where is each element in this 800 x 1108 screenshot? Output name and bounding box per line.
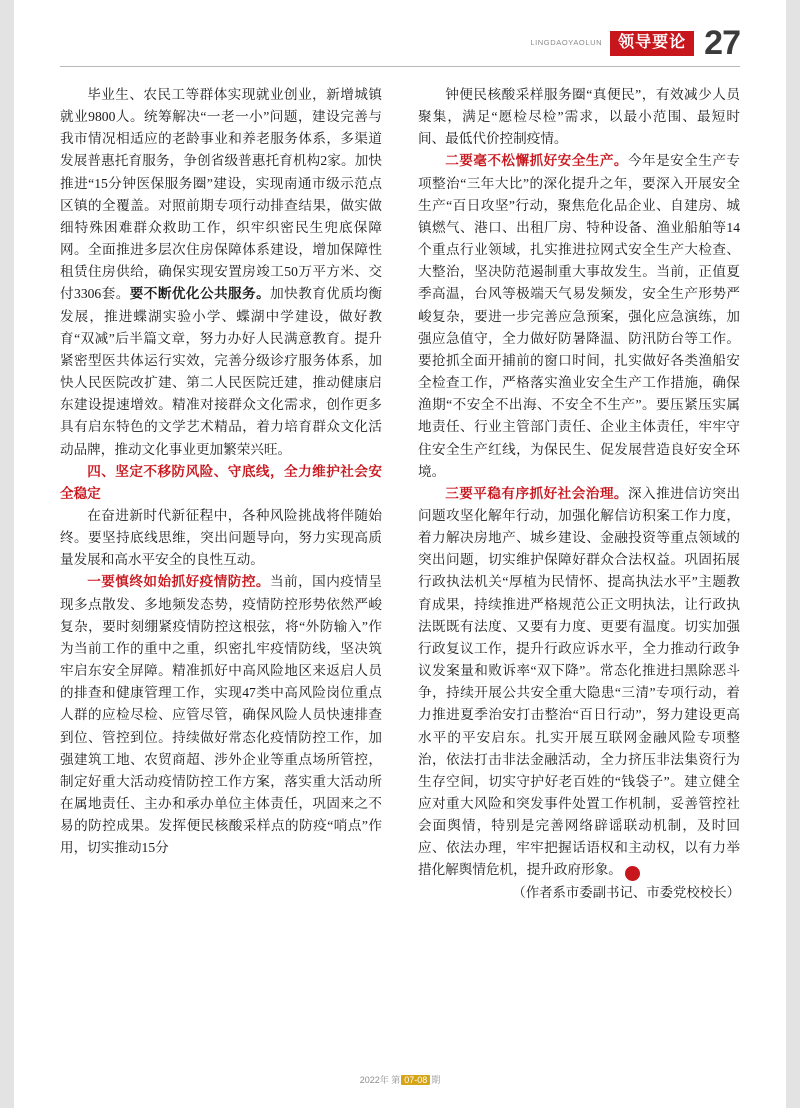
header-latin-mark: LINGDAOYAOLUN [530,37,603,47]
subsection-one [60,571,382,859]
subsection-three-body: 深入推进信访突出问题攻坚化解年行动，加强化解信访积案工作力度，着力解决房地产、城乡建设、金融投资等重点领域的突出问题，切实维护保障好群众合法权益。巩固拓展行政执法机关“厚植为民情怀、提高执法水平”主题教育成果，持续推进严格规范公正文明执法，让行政执法既既有法度、又要有力度、更要有温度。切实加强行政复议工作，提升行政应诉水平，全力推动行政争议发案量和败诉率“双下降”。常态化推进扫黑除恶斗争，持续开展公共安全重大隐患“三清”专项行动，着力推进夏季治安打击整治“百日行动”，努力建设更高水平的平安启东。扎实开展互联网金融风险专项整治，依法打击非法金融活动，全力挤压非法集资行为生存空间，切实守护好老百姓的“钱袋子”。建立健全应对重大风险和突发事件处置工作机制，妥善管控社会面舆情，特别是完善网络辟谣联动机制，及时回应、依法办理，牢牢把握话语权和主动权，以有力举措化解舆情危机，提升政府形象。 [418,485,741,878]
left-column [60,84,382,1044]
paragraph-text: 毕业生、农民工等群体实现就业创业，新增城镇就业9800人。统筹解决“一老一小”问题，建设完善与我市情况相适应的老龄事业和养老服务体系，多渠道发展普惠托育服务，争创省级普惠托育机构2家。加快推进“15分钟医保服务圈”建设，实现南通市级示范点区镇的全覆盖。对照前期专项行动排查结果，做实做细特殊困难群众救助工作，织牢织密民生兜底保障网。全面推进多层次住房保障体系建设，增加保障性租赁住房供给，确保实现安置房竣工50万平方米、交付3306套。 [60,87,382,302]
page-number: 27 [704,24,740,62]
paragraph-text-continued: 加快教育优质均衡发展，推进蝶湖实验小学、蝶湖中学建设，做好教育“双减”后半篇文章，努力办好人民满意教育。提升紧密型医共体运行实效，完善分级诊疗服务体系，加快人民医院改扩建、第二人民医院迁建，推动健康启东建设提速增效。精准对接群众文化需求，创作更多具有启东特色的文学艺术精品，着力培育群众文化活动品牌，推动文化事业更加繁荣兴旺。 [60,286,383,457]
subsection-three [418,483,740,882]
subsection-one-lead: 一要慎终如始抓好疫情防控。 [87,574,270,590]
right-column [418,84,740,1044]
page-footer [0,1073,800,1086]
section-intro-paragraph: 在奋进新时代新征程中，各种风险挑战将伴随始终。要坚持底线思维，突出问题导向，努力实现高质量发展和高水平安全的良性互动。 [60,507,382,568]
page-edge-left [0,0,14,1108]
subsection-two [418,150,740,482]
paragraph-continued [60,84,382,461]
header-brand-badge: 领导要论 [610,31,694,56]
subsection-two-lead: 二要毫不松懈抓好安全生产。 [445,153,628,169]
end-of-article-mark: E [625,866,640,881]
page-edge-right [786,0,800,1108]
footer-issue-number: 07-08 [401,1075,430,1085]
subsection-three-lead: 三要平稳有序抓好社会治理。 [445,485,628,501]
subsection-two-body: 今年是安全生产专项整治“三年大比”的深化提升之年，要深入开展安全生产“百日攻坚”行动，聚焦危化品企业、自建房、城镇燃气、港口、出租厂房、特种设备、渔业船舶等14个重点行业领域，扎实推进拉网式安全生产大检查、大整治，坚决防范遏制重大事故发生。当前，正值夏季高温，台风等极端天气易发频发，安全生产形势严峻复杂，要进一步完善应急预案，强化应急演练，加强应急值守，全力做好防暑降温、防汛防台等工作。要抢抓全面开捕前的窗口时间，扎实做好各类渔船安全检查工作，严格落实渔业安全生产工作措施，确保渔期“不安全不出海、不安全不生产”。要压紧压实属地责任、行业主管部门责任、企业主体责任，牢牢守住安全生产红线，为保民生、促发展营造良好安全环境。 [418,153,741,479]
header-divider [60,66,740,67]
article-body [60,84,740,1044]
author-signature: （作者系市委副书记、市委党校校长） [512,884,740,900]
footer-suffix: 期 [431,1075,441,1085]
paragraph-emphasis: 要不断优化公共服务。 [129,286,271,302]
subsection-one-body: 当前，国内疫情呈现多点散发、多地频发态势，疫情防控形势依然严峻复杂，要时刻绷紧疫情防控这根弦，将“外防输入”作为当前工作的重中之重，织密扎牢疫情防线，坚决筑牢启东安全屏障。精准抓好中高风险地区来返启人员的排查和健康管理工作，实现47类中高风险岗位重点人群的应检尽检、应管尽管，确保风险人员快速排查到位、管控到位。持续做好常态化疫情防控工作，加强建筑工地、农贸商超、涉外企业等重点场所管控，制定好重大活动疫情防控工作方案，落实重大活动所在属地责任、主办和承办单位主体责任，巩固来之不易的防控成果。发挥便民核酸采样点的防疫“哨点”作用，切实推动15分 [60,574,383,856]
page-header [60,20,740,66]
paragraph-continued-right: 钟便民核酸采样服务圈“真便民”，有效减少人员聚集，满足“愿检尽检”需求，以最小范围、最短时间、最低代价控制疫情。 [418,87,740,147]
footer-prefix: 2022年 第 [359,1075,401,1085]
section-heading-four: 四、坚定不移防风险、守底线，全力维护社会安全稳定 [60,463,382,501]
